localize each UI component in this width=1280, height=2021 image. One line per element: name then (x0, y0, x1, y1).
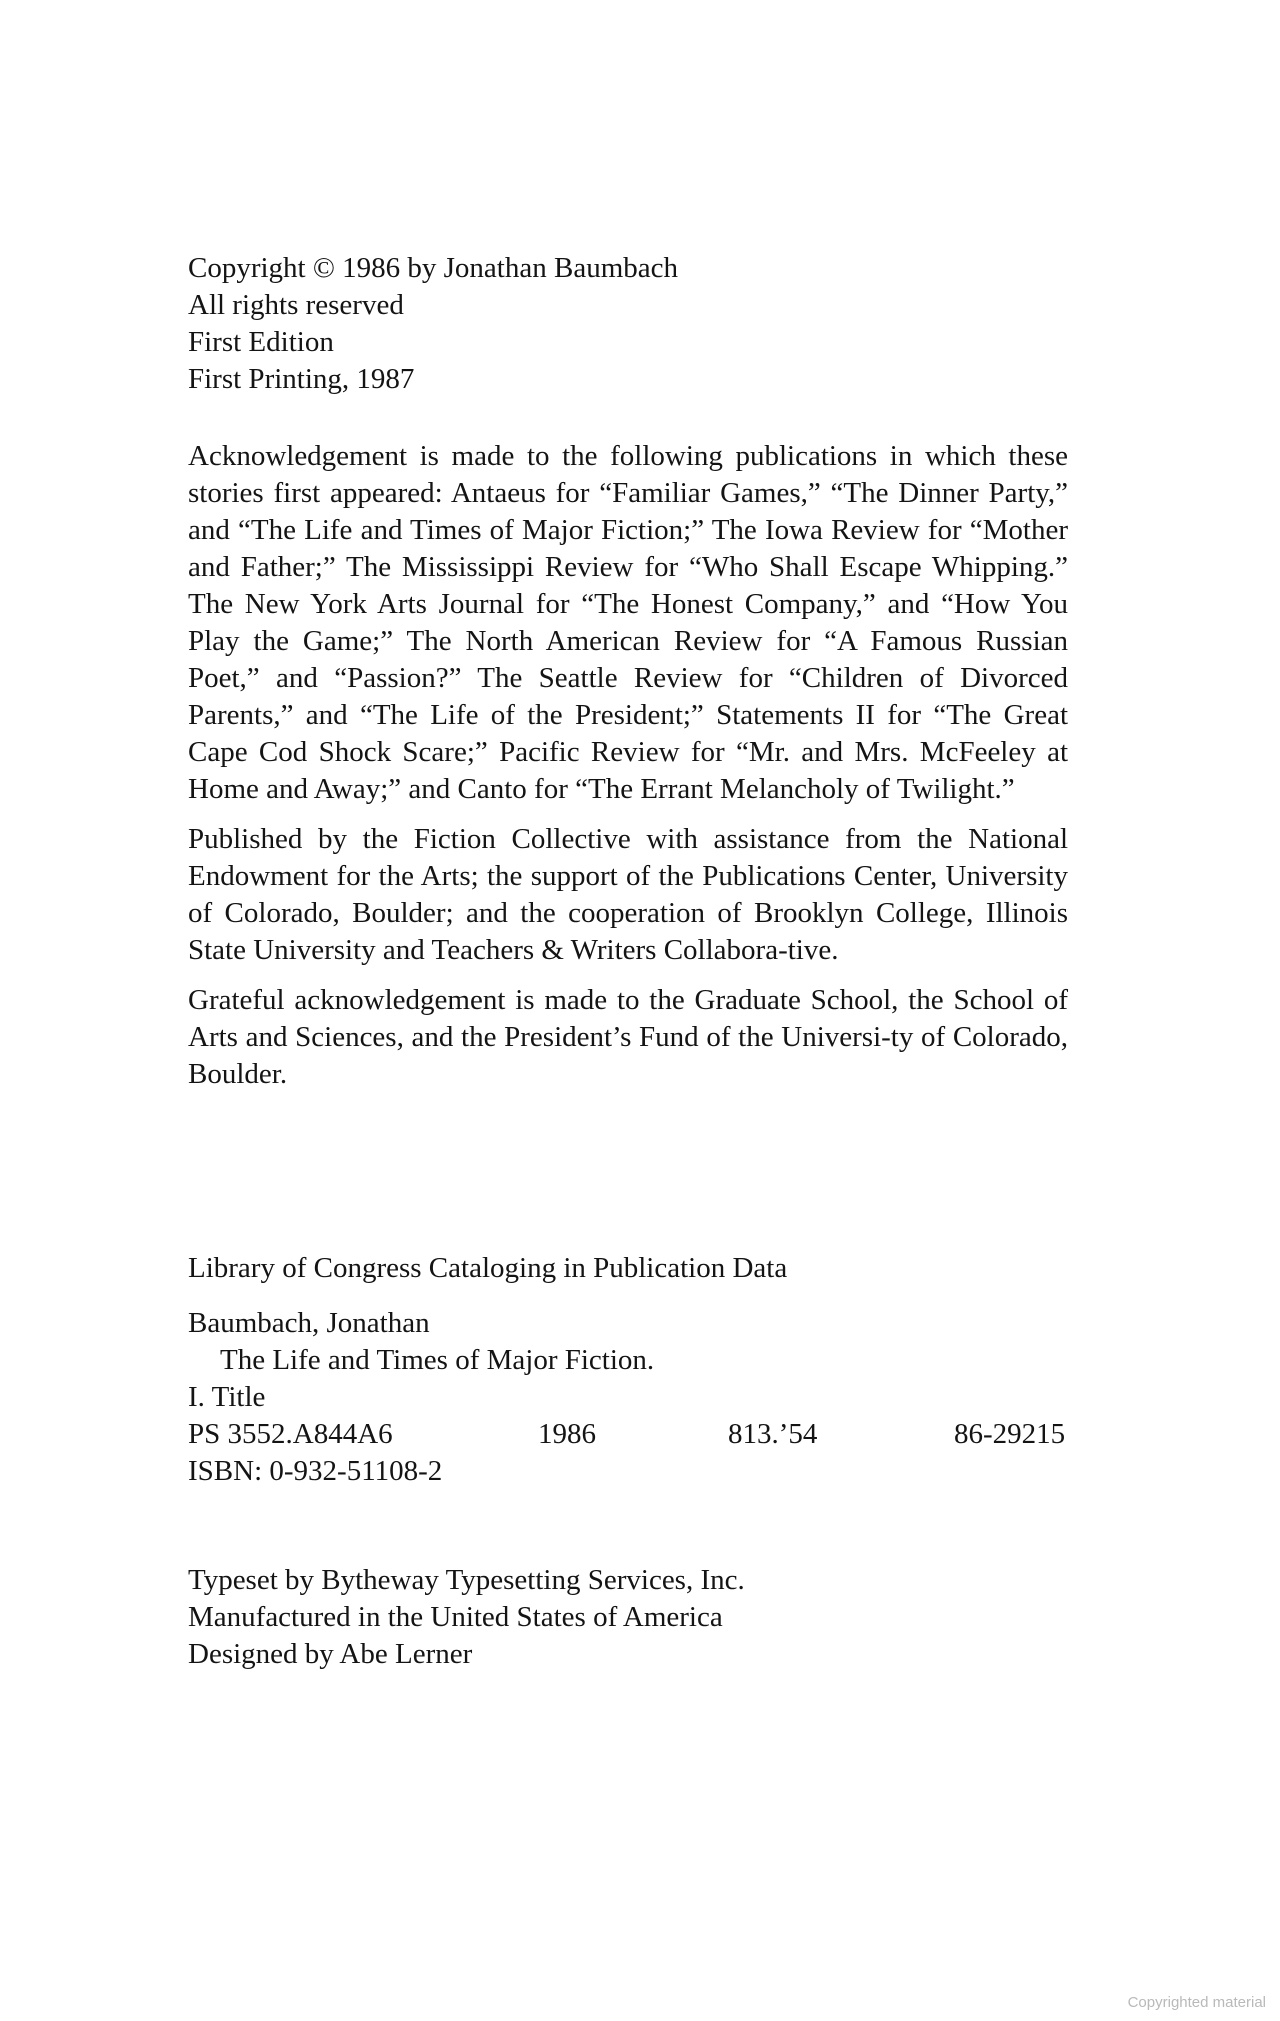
copyright-block (188, 250, 678, 398)
rights-line: All rights reserved (188, 289, 404, 321)
acknowledgements-block (188, 438, 1068, 1093)
printing-line: First Printing, 1987 (188, 363, 415, 395)
acknowledgement-paragraph: Acknowledgement is made to the following publications in which these stories first appeared: Antaeus for “Familiar Games,” “The Dinner Party,” and “The Life and Times of Major Fiction;” The Iowa Review for “Mother and Father;” The Mississippi Review for “Who Shall Escape Whipping.” The New York Arts Journal for “The Honest Company,” and “How You Play the Game;” The North American Review for “A Famous Russian Poet,” and “Passion?” The Seattle Review for “Children of Divorced Parents,” and “The Life of the President;” Statements II for “The Great Cape Cod Shock Scare;” Pacific Review for “Mr. and Mrs. McFeeley at Home and Away;” and Canto for “The Errant Melancholy of Twilight.” (188, 440, 1068, 805)
isbn-line: ISBN: 0-932-51108-2 (188, 1455, 443, 1487)
cataloging-title: The Life and Times of Major Fiction. (220, 1344, 655, 1376)
edition-line: First Edition (188, 326, 334, 358)
typeset-line: Typeset by Bytheway Typesetting Services, Inc. (188, 1564, 745, 1596)
call-number: PS 3552.A844A6 (188, 1418, 393, 1450)
grateful-paragraph: Grateful acknowledgement is made to the Graduate School, the School of Arts and Sciences, and the President’s Fund of the Universi-ty of Colorado, Boulder. (188, 984, 1068, 1090)
cataloging-numbers-row (188, 1416, 1088, 1453)
lccn-number: 86-29215 (954, 1418, 1066, 1450)
dewey-classification: 813.’54 (728, 1418, 818, 1450)
cataloging-subject: I. Title (188, 1381, 266, 1413)
manufactured-line: Manufactured in the United States of America (188, 1601, 723, 1633)
publisher-paragraph: Published by the Fiction Collective with assistance from the National Endowment for the Arts; the support of the Publications Center, University of Colorado, Boulder; and the cooperation of Brooklyn College, Illinois State University and Teachers & Writers Collabora-tive. (188, 823, 1068, 966)
designer-line: Designed by Abe Lerner (188, 1638, 473, 1670)
copyright-watermark: Copyrighted material (1127, 1994, 1266, 2011)
cataloging-heading: Library of Congress Cataloging in Publication Data (188, 1252, 788, 1284)
copyright-line: Copyright © 1986 by Jonathan Baumbach (188, 252, 678, 284)
publication-year: 1986 (538, 1418, 596, 1450)
cataloging-author: Baumbach, Jonathan (188, 1307, 430, 1339)
production-block (188, 1562, 745, 1673)
cataloging-block (188, 1250, 1088, 1490)
